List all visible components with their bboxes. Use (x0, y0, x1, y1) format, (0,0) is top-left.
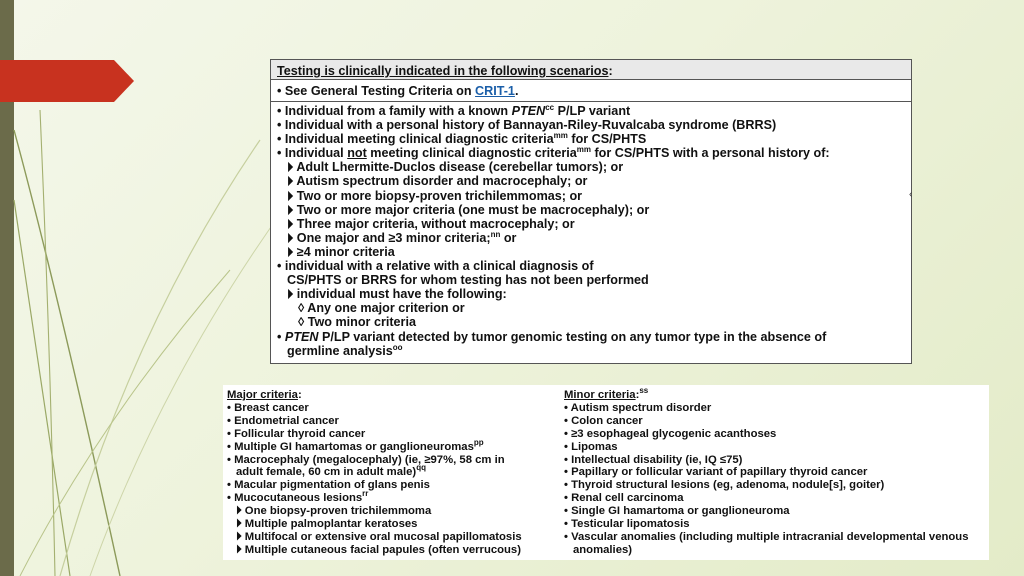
minor-item: • Colon cancer (564, 414, 643, 427)
minor-item: • Testicular lipomatosis (564, 518, 690, 531)
criterion-tumor-genomic-cont: germline analysis$^{oo}$ (287, 342, 403, 358)
sub-criterion: ⏵ ≥4 minor criteria (287, 244, 395, 259)
minor-item: • ≥3 esophageal glycogenic acanthoses (564, 427, 777, 440)
major-criteria-column (227, 389, 557, 557)
major-item: • Macrocephaly (megalocephaly) (ie, ≥97%, 58 cm in (227, 453, 505, 466)
minor-criteria-column (564, 386, 989, 557)
table-header (271, 60, 911, 80)
see-criteria-period: . (514, 84, 519, 98)
accent-arrow-tab (0, 60, 134, 102)
major-item: • Macular pigmentation of glans penis (227, 479, 430, 492)
major-sub-item: ⏵ Multiple cutaneous facial papules (often verrucous) (236, 543, 521, 556)
minor-item: • Renal cell carcinoma (564, 492, 684, 505)
minor-item: • Intellectual disability (ie, IQ ≤75) (564, 453, 743, 466)
minor-item: • Thyroid structural lesions (eg, adenoma, nodule[s], goiter) (564, 479, 885, 492)
see-criteria-row (271, 80, 911, 102)
criterion-brrs-history: • Individual with a personal history of Bannayan-Riley-Ruvalcaba syndrome (BRRS) (277, 118, 777, 133)
sub-criterion: ⏵ One major and ≥3 minor criteria;$^{nn}$ or (287, 229, 517, 245)
stray-mark: ‹ (909, 189, 913, 200)
sub-criterion: ⏵ Two or more biopsy-proven trichilemmomas; or (287, 188, 583, 203)
diamond-item: ◊ Two minor criteria (298, 315, 416, 330)
major-item: • Endometrial cancer (227, 414, 339, 427)
major-sub-item: ⏵ One biopsy-proven trichilemmoma (236, 505, 432, 518)
minor-item: • Lipomas (564, 440, 618, 453)
table-header-text: Testing is clinically indicated in the following scenarios (277, 64, 609, 78)
sub-criterion: ⏵ Two or more major criteria (one must be macrocephaly); or (287, 202, 650, 217)
criterion-tumor-genomic: • PTEN P/LP variant detected by tumor genomic testing on any tumor type in the absence of (277, 329, 827, 344)
criteria-list (271, 102, 911, 358)
testing-criteria-table (270, 59, 912, 364)
minor-item-cont: anomalies) (573, 543, 633, 556)
criterion-relative-diagnosis-cont: CS/PHTS or BRRS for whom testing has not been performed (287, 273, 649, 288)
major-sub-item: ⏵ Multiple palmoplantar keratoses (236, 518, 418, 531)
table-header-colon: : (608, 64, 613, 78)
minor-item: • Vascular anomalies (including multiple intracranial developmental venous (564, 530, 969, 543)
sub-criterion: ⏵ Three major criteria, without macrocephaly; or (287, 216, 575, 231)
criterion-relative-diagnosis: • individual with a relative with a clinical diagnosis of (277, 259, 594, 274)
major-item: • Follicular thyroid cancer (227, 427, 366, 440)
major-item-cont: adult female, 60 cm in adult male)$^{qq}$ (236, 463, 426, 479)
major-criteria-title: Major criteria: (227, 389, 302, 401)
sub-criterion: ⏵ Adult Lhermitte-Duclos disease (cerebellar tumors); or (287, 160, 624, 175)
major-item: • Mucocutaneous lesions$^{rr}$ (227, 489, 369, 505)
minor-item: • Autism spectrum disorder (564, 401, 712, 414)
minor-criteria-title: Minor criteria:$^{ss}$ (564, 386, 649, 401)
major-sub-item: ⏵ Multifocal or extensive oral mucosal papillomatosis (236, 530, 522, 543)
major-item: • Multiple GI hamartomas or ganglioneuromas$^{pp}$ (227, 437, 484, 453)
crit-1-link[interactable]: CRIT-1 (475, 84, 515, 98)
criterion-not-meeting-diagnostic: • Individual not meeting clinical diagnostic criteria$^{mm}$ for CS/PHTS with a personal history of: (277, 145, 830, 161)
criteria-box (223, 385, 989, 560)
sub-criterion: ⏵ Autism spectrum disorder and macrocephaly; or (287, 174, 588, 189)
diamond-item: ◊ Any one major criterion or (298, 301, 465, 316)
see-criteria-text: • See General Testing Criteria on (277, 84, 476, 98)
criterion-family-variant: • Individual from a family with a known $PTEN^{cc}$ P/LP variant (277, 102, 631, 118)
minor-item: • Single GI hamartoma or ganglioneuroma (564, 505, 790, 518)
major-item: • Breast cancer (227, 401, 309, 414)
criterion-meeting-diagnostic: • Individual meeting clinical diagnostic criteria$^{mm}$ for CS/PHTS (277, 131, 647, 147)
minor-item: • Papillary or follicular variant of papillary thyroid cancer (564, 466, 868, 479)
sub-criterion: ⏵ individual must have the following: (287, 287, 507, 302)
